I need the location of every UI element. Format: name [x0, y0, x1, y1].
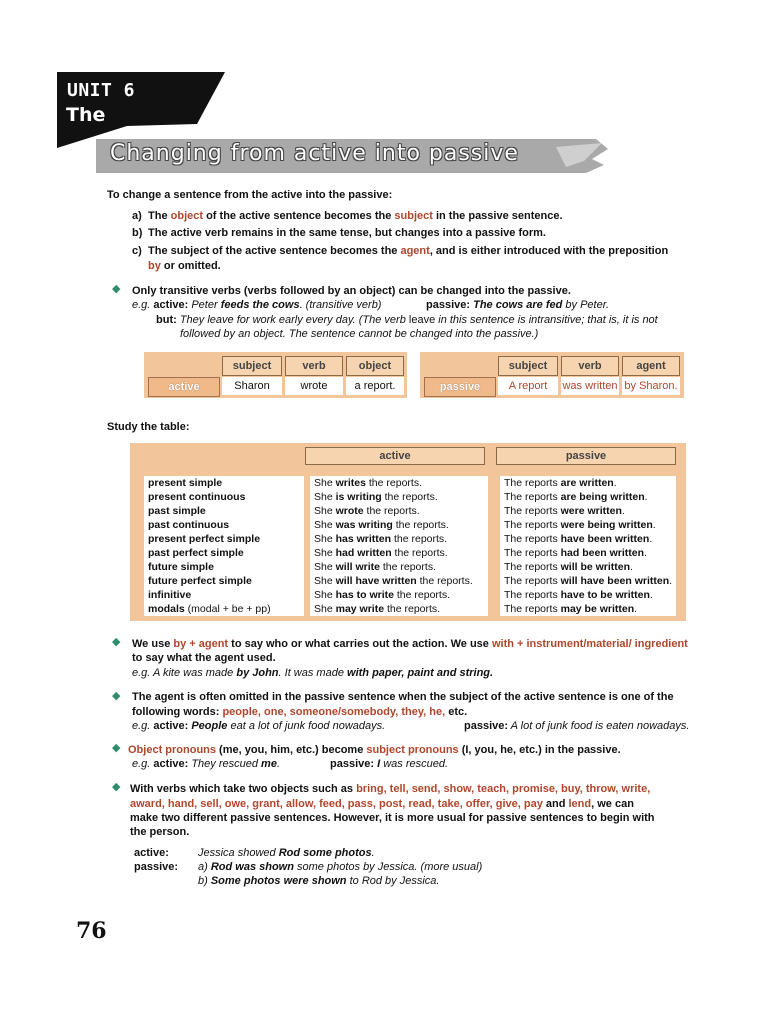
by-agent-p2: to say who or what carries out the action. We use: [228, 638, 492, 650]
two-objects-line3: make two different passive sentences. However, it is more usual for passive sentences to begin with: [130, 812, 655, 824]
ex-c: . (transitive verb): [299, 299, 382, 311]
modals-suffix: (modal + be + pp): [184, 603, 271, 615]
bullet-diamond-icon: ◆: [112, 690, 121, 702]
rule-a-p2: of the active sentence becomes the: [203, 210, 395, 222]
pex-b: by Peter.: [562, 299, 610, 311]
tense-name: future perfect simple: [148, 575, 252, 587]
tense-name: infinitive: [148, 589, 192, 601]
active-header-subject: subject: [222, 356, 282, 376]
passive-example-row: The reports are written.: [504, 477, 617, 489]
two-h3: lend: [568, 798, 592, 810]
transitive-passive-example: [426, 298, 609, 312]
pronouns-ex-c: .: [276, 758, 281, 770]
unit-title: [66, 104, 193, 126]
tense-header-active: active: [305, 447, 485, 465]
two-p3: , we can: [591, 798, 634, 810]
but-line2: followed by an object. The sentence cannot be changed into the passive.): [180, 328, 539, 340]
by-eg-c: . It was made: [278, 667, 348, 679]
two-objects-line4: the person.: [130, 826, 190, 838]
omitted-passive-example: [464, 719, 689, 733]
but-c: in this sentence is intransitive; that is, it is not: [435, 314, 658, 326]
two-passive-a: [198, 860, 482, 874]
two-active-label: active:: [134, 847, 169, 859]
pronouns-ex-a: They rescued: [188, 758, 262, 770]
two-h2: award, hand, sell, owe, grant, allow, feed, pass, post, read, take, offer, give, pay: [130, 798, 543, 810]
pronouns-h1: Object pronouns: [128, 744, 216, 756]
active-example-row: She was writing the reports.: [314, 519, 449, 531]
by-agent-line1: [132, 637, 688, 651]
unit-header: [57, 72, 225, 148]
two-ex-c: .: [371, 847, 375, 859]
two-ex-b: Rod some photos: [278, 847, 372, 859]
two-pb-a: b): [198, 875, 211, 887]
two-passive-b: [198, 874, 439, 888]
active-label: active:: [153, 299, 189, 311]
passive-example-row: The reports may be written.: [504, 603, 638, 615]
rule-b: The active verb remains in the same tense, but changes into a passive form.: [148, 227, 546, 239]
two-active-example: [198, 846, 375, 860]
section-title: Changing from active into passive: [110, 141, 519, 166]
rule-c-line2: [148, 259, 221, 273]
section-banner: [96, 139, 608, 173]
bullet-diamond-icon: ◆: [112, 636, 121, 648]
study-label: Study the table:: [107, 421, 190, 433]
active-example-row: She is writing the reports.: [314, 491, 438, 503]
passive-example-row: The reports will be written.: [504, 561, 633, 573]
tense-name: past perfect simple: [148, 547, 244, 559]
rule-c-p2: , and is either introduced with the preposition: [429, 245, 669, 257]
pronouns-example: [132, 757, 280, 771]
by-agent-p1: We use: [132, 638, 174, 650]
by-agent-h1: by + agent: [173, 638, 229, 650]
two-pb-b: Some photos were shown: [210, 875, 347, 887]
passive-example-row: The reports were being written.: [504, 519, 656, 531]
active-table: [144, 352, 407, 398]
by-eg-a: e.g. A kite was made: [132, 667, 237, 679]
rule-a-h2: subject: [394, 210, 433, 222]
unit-label: UNIT 6: [67, 80, 136, 101]
unit-title-prefix: The: [66, 104, 112, 126]
rule-c-h1: agent: [400, 245, 430, 257]
intro-text: To change a sentence from the active into the passive:: [107, 189, 393, 201]
active-example-row: She has written the reports.: [314, 533, 448, 545]
omitted-line1: The agent is often omitted in the passive sentence when the subject of the active sentence is one of the: [132, 691, 674, 703]
pronouns-pex-a: I: [374, 758, 381, 770]
pronouns-passive-label: passive:: [330, 758, 375, 770]
but-b: leave: [408, 314, 436, 326]
passive-examples-column: [500, 476, 676, 616]
omitted-active-label: active:: [153, 720, 189, 732]
tense-names-column: [144, 476, 304, 616]
active-cell-verb: wrote: [285, 377, 343, 395]
rule-a-p1: The: [148, 210, 171, 222]
passive-example-row: The reports are being written.: [504, 491, 648, 503]
tense-name: present continuous: [148, 491, 246, 503]
two-ex-a: Jessica showed: [198, 847, 279, 859]
active-row-label: active: [148, 377, 220, 397]
active-example-row: She wrote the reports.: [314, 505, 420, 517]
active-example-row: She may write the reports.: [314, 603, 441, 615]
two-objects-line1: [130, 782, 650, 796]
passive-example-row: The reports will have been written.: [504, 575, 673, 587]
two-pb-c: to Rod by Jessica.: [346, 875, 440, 887]
two-p1: With verbs which take two objects such as: [130, 783, 357, 795]
rule-c-line1: [148, 244, 668, 258]
omitted-eg: e.g.: [132, 720, 151, 732]
tense-name: present simple: [148, 477, 223, 489]
rule-a-p3: in the passive sentence.: [432, 210, 563, 222]
omitted-h2: people, one, someone/somebody, they, he,: [222, 706, 446, 718]
passive-cell-verb: was written: [561, 377, 619, 395]
two-pa-a: a): [198, 861, 211, 873]
eg-label: e.g.: [132, 299, 151, 311]
passive-header-verb: verb: [561, 356, 619, 376]
transitive-example: [132, 298, 381, 312]
tense-name: present perfect simple: [148, 533, 261, 545]
passive-example-row: The reports have been written.: [504, 533, 653, 545]
rule-c-h2: by: [148, 260, 161, 272]
passive-header-agent: agent: [622, 356, 680, 376]
tense-name: future simple: [148, 561, 214, 573]
pex-a: The cows are fed: [473, 299, 563, 311]
pronouns-ex-b: me: [261, 758, 277, 770]
active-example-row: She writes the reports.: [314, 477, 422, 489]
by-agent-h2: with + instrument/material/ ingredient: [491, 638, 688, 650]
active-examples-column: [310, 476, 488, 616]
transitive-heading: Only transitive verbs (verbs followed by an object) can be changed into the passive.: [132, 285, 571, 297]
pronouns-p1: (me, you, him, etc.) become: [216, 744, 367, 756]
page-number: 76: [76, 918, 107, 944]
passive-example-row: The reports have to be written.: [504, 589, 653, 601]
two-pa-c: some photos by Jessica. (more usual): [293, 861, 483, 873]
passive-header-subject: subject: [498, 356, 558, 376]
passive-row-label: passive: [424, 377, 496, 397]
omitted-line2: [132, 705, 467, 719]
tense-name: modals: [148, 603, 185, 615]
but-line1: [156, 313, 658, 327]
omitted-pex: A lot of junk food is eaten nowadays.: [508, 720, 690, 732]
pronouns-active-label: active:: [153, 758, 189, 770]
active-header-verb: verb: [285, 356, 343, 376]
two-pa-b: Rod was shown: [210, 861, 294, 873]
passive-label: passive:: [426, 299, 471, 311]
pronouns-h2: subject pronouns: [366, 744, 459, 756]
passive-table: [420, 352, 684, 398]
pronouns-passive-example: [330, 757, 448, 771]
passive-example-row: The reports were written.: [504, 505, 625, 517]
by-agent-line2: to say what the agent used.: [132, 652, 276, 664]
omitted-p3: etc.: [445, 706, 468, 718]
bullet-diamond-icon: ◆: [112, 781, 121, 793]
active-cell-subject: Sharon: [222, 377, 282, 395]
rule-c-p1: The subject of the active sentence becomes the: [148, 245, 401, 257]
passive-cell-subject: A report: [498, 377, 558, 395]
tense-name: past simple: [148, 505, 206, 517]
two-p2: and: [542, 798, 569, 810]
but-a: They leave for work early every day. (The verb: [179, 314, 409, 326]
pronouns-pex-b: was rescued.: [380, 758, 449, 770]
passive-cell-agent: by Sharon.: [622, 377, 680, 395]
bullet-diamond-icon: ◆: [112, 283, 121, 295]
pronouns-line1: [128, 743, 621, 757]
rule-c-p3: or omitted.: [160, 260, 221, 272]
by-eg-b: by John: [236, 667, 279, 679]
pronouns-p2: (I, you, he, etc.) in the passive.: [458, 744, 621, 756]
by-agent-example: [132, 666, 493, 680]
active-header-object: object: [346, 356, 404, 376]
ex-a: Peter: [191, 299, 221, 311]
active-example-row: She had written the reports.: [314, 547, 448, 559]
rule-c-marker: c): [132, 245, 142, 257]
ex-b: feeds the cows: [220, 299, 300, 311]
two-h1: bring, tell, send, show, teach, promise, buy, throw, write,: [356, 783, 651, 795]
tense-table: [130, 443, 686, 621]
active-example-row: She will have written the reports.: [314, 575, 473, 587]
omitted-p2: following words:: [132, 706, 223, 718]
omitted-ex-b: eat a lot of junk food nowadays.: [227, 720, 386, 732]
but-label: but:: [156, 314, 177, 326]
active-example-row: She will write the reports.: [314, 561, 436, 573]
two-passive-label: passive:: [134, 861, 179, 873]
omitted-example: [132, 719, 385, 733]
passive-example-row: The reports had been written.: [504, 547, 647, 559]
omitted-passive-label: passive:: [464, 720, 509, 732]
two-objects-line2: [130, 797, 634, 811]
bullet-diamond-icon: ◆: [112, 742, 121, 754]
tense-name-modals: [148, 602, 304, 616]
tense-name: past continuous: [148, 519, 230, 531]
omitted-ex-a: People: [191, 720, 228, 732]
by-eg-d: with paper, paint and string.: [347, 667, 494, 679]
rule-a-h1: object: [170, 210, 204, 222]
tense-header-passive: passive: [496, 447, 676, 465]
unit-title-main: Passive: [112, 104, 193, 126]
rule-b-marker: b): [132, 227, 143, 239]
rule-a-marker: a): [132, 210, 142, 222]
rule-a: [148, 209, 563, 223]
active-example-row: She has to write the reports.: [314, 589, 450, 601]
pronouns-eg: e.g.: [132, 758, 151, 770]
active-cell-object: a report.: [346, 377, 404, 395]
